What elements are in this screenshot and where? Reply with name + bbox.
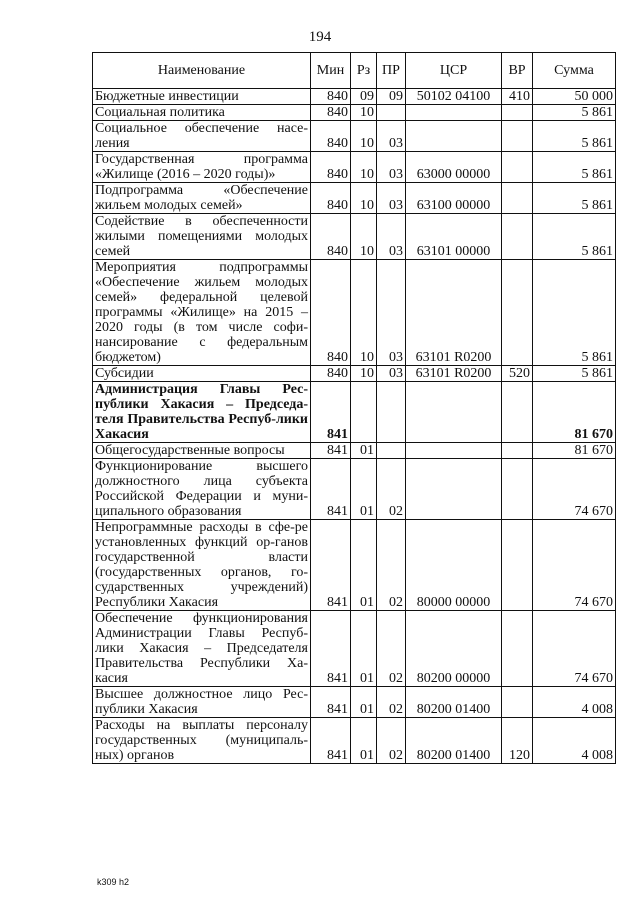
table-row — [93, 611, 616, 687]
cell-rz: 01 — [351, 459, 377, 520]
cell-min: 841 — [311, 459, 351, 520]
cell-pr: 03 — [377, 183, 406, 214]
cell-rz: 09 — [351, 89, 377, 105]
cell-pr — [377, 105, 406, 121]
table-row — [93, 89, 616, 105]
cell-rz: 10 — [351, 183, 377, 214]
cell-sum: 5 861 — [533, 214, 616, 260]
header-csr: ЦСР — [406, 53, 502, 89]
cell-csr: 63101 R0200 — [406, 366, 502, 382]
cell-rz: 10 — [351, 105, 377, 121]
cell-pr: 03 — [377, 121, 406, 152]
table-row — [93, 520, 616, 611]
cell-pr: 02 — [377, 459, 406, 520]
cell-csr: 80200 00000 — [406, 611, 502, 687]
table-header-row — [93, 53, 616, 89]
cell-min: 840 — [311, 121, 351, 152]
cell-vr: 520 — [502, 366, 533, 382]
cell-name: Социальная политика — [93, 105, 311, 121]
cell-sum: 74 670 — [533, 459, 616, 520]
cell-name: Расходы на выплаты персоналу государственных (муниципаль-ных) органов — [93, 718, 311, 764]
cell-pr: 09 — [377, 89, 406, 105]
table-row — [93, 105, 616, 121]
cell-min: 841 — [311, 520, 351, 611]
cell-vr — [502, 687, 533, 718]
cell-name: Мероприятия подпрограммы «Обеспечение жильем молодых семей» федеральной целевой программы «Жилище» на 2015 – 2020 годы (в том числе софи-нансирование с федеральным бюджетом) — [93, 260, 311, 366]
cell-name: Администрация Главы Рес-публики Хакасия – Председа-теля Правительства Респуб-лики Хакасия — [93, 382, 311, 443]
cell-csr: 63100 00000 — [406, 183, 502, 214]
cell-min: 840 — [311, 105, 351, 121]
cell-csr — [406, 443, 502, 459]
cell-vr — [502, 382, 533, 443]
cell-vr — [502, 260, 533, 366]
cell-min: 841 — [311, 382, 351, 443]
table-row — [93, 366, 616, 382]
cell-min: 841 — [311, 687, 351, 718]
cell-min: 841 — [311, 443, 351, 459]
cell-rz: 10 — [351, 214, 377, 260]
table-row — [93, 214, 616, 260]
table-row — [93, 718, 616, 764]
cell-sum: 4 008 — [533, 687, 616, 718]
cell-pr: 02 — [377, 520, 406, 611]
cell-csr: 80200 01400 — [406, 718, 502, 764]
cell-csr: 50102 04100 — [406, 89, 502, 105]
cell-pr — [377, 382, 406, 443]
cell-vr — [502, 459, 533, 520]
table-row — [93, 121, 616, 152]
cell-rz: 01 — [351, 718, 377, 764]
header-rz: Рз — [351, 53, 377, 89]
cell-name: Бюджетные инвестиции — [93, 89, 311, 105]
cell-name: Общегосударственные вопросы — [93, 443, 311, 459]
cell-pr: 02 — [377, 718, 406, 764]
cell-csr — [406, 105, 502, 121]
cell-csr — [406, 459, 502, 520]
cell-vr — [502, 152, 533, 183]
cell-name: Социальное обеспечение насе-ления — [93, 121, 311, 152]
cell-vr: 410 — [502, 89, 533, 105]
header-sum: Сумма — [533, 53, 616, 89]
cell-sum: 81 670 — [533, 382, 616, 443]
cell-rz: 10 — [351, 121, 377, 152]
cell-pr: 03 — [377, 152, 406, 183]
cell-sum: 5 861 — [533, 183, 616, 214]
cell-csr: 63101 R0200 — [406, 260, 502, 366]
cell-name: Функционирование высшего должностного лица субъекта Российской Федерации и муни-ципального образования — [93, 459, 311, 520]
cell-name: Содействие в обеспеченности жилыми помещениями молодых семей — [93, 214, 311, 260]
header-min: Мин — [311, 53, 351, 89]
cell-min: 840 — [311, 89, 351, 105]
cell-min: 840 — [311, 214, 351, 260]
cell-vr — [502, 520, 533, 611]
cell-sum: 4 008 — [533, 718, 616, 764]
cell-vr — [502, 183, 533, 214]
cell-csr — [406, 121, 502, 152]
table-row — [93, 382, 616, 443]
cell-name: Высшее должностное лицо Рес-публики Хакасия — [93, 687, 311, 718]
table-body — [93, 89, 616, 764]
cell-name: Обеспечение функционирования Администрации Главы Респуб-лики Хакасия – Председателя Правительства Республики Ха-касия — [93, 611, 311, 687]
table-row — [93, 260, 616, 366]
header-vr: ВР — [502, 53, 533, 89]
header-name: Наименование — [93, 53, 311, 89]
table-row — [93, 443, 616, 459]
cell-csr: 63000 00000 — [406, 152, 502, 183]
cell-name: Непрограммные расходы в сфе-ре установленных функций ор-ганов государственной власти (государственных органов, го-сударственных учреждений) Республики Хакасия — [93, 520, 311, 611]
table-row — [93, 687, 616, 718]
cell-sum: 5 861 — [533, 260, 616, 366]
cell-csr: 80200 01400 — [406, 687, 502, 718]
cell-rz: 01 — [351, 611, 377, 687]
cell-csr — [406, 382, 502, 443]
table-row — [93, 183, 616, 214]
cell-vr — [502, 611, 533, 687]
cell-rz: 01 — [351, 520, 377, 611]
cell-min: 841 — [311, 611, 351, 687]
cell-rz: 01 — [351, 687, 377, 718]
cell-vr — [502, 105, 533, 121]
budget-table — [92, 52, 616, 764]
cell-vr — [502, 214, 533, 260]
cell-rz: 10 — [351, 152, 377, 183]
cell-pr: 02 — [377, 611, 406, 687]
cell-sum: 5 861 — [533, 105, 616, 121]
cell-rz: 10 — [351, 260, 377, 366]
cell-sum: 5 861 — [533, 121, 616, 152]
header-pr: ПР — [377, 53, 406, 89]
cell-name: Подпрограмма «Обеспечение жильем молодых семей» — [93, 183, 311, 214]
cell-sum: 81 670 — [533, 443, 616, 459]
cell-sum: 5 861 — [533, 366, 616, 382]
cell-sum: 74 670 — [533, 611, 616, 687]
cell-min: 840 — [311, 183, 351, 214]
cell-pr: 03 — [377, 260, 406, 366]
page-number: 194 — [308, 29, 332, 45]
cell-vr — [502, 443, 533, 459]
cell-pr: 03 — [377, 214, 406, 260]
cell-sum: 5 861 — [533, 152, 616, 183]
cell-pr: 02 — [377, 687, 406, 718]
cell-csr: 80000 00000 — [406, 520, 502, 611]
cell-rz: 01 — [351, 443, 377, 459]
cell-min: 840 — [311, 260, 351, 366]
cell-pr: 03 — [377, 366, 406, 382]
cell-min: 841 — [311, 718, 351, 764]
cell-rz: 10 — [351, 366, 377, 382]
table-row — [93, 152, 616, 183]
cell-name: Государственная программа «Жилище (2016 – 2020 годы)» — [93, 152, 311, 183]
cell-vr — [502, 121, 533, 152]
cell-name: Субсидии — [93, 366, 311, 382]
cell-sum: 74 670 — [533, 520, 616, 611]
footer-code: k309 h2 — [97, 877, 130, 887]
cell-rz — [351, 382, 377, 443]
cell-vr: 120 — [502, 718, 533, 764]
cell-min: 840 — [311, 366, 351, 382]
cell-pr — [377, 443, 406, 459]
cell-min: 840 — [311, 152, 351, 183]
cell-csr: 63101 00000 — [406, 214, 502, 260]
table-row — [93, 459, 616, 520]
cell-sum: 50 000 — [533, 89, 616, 105]
